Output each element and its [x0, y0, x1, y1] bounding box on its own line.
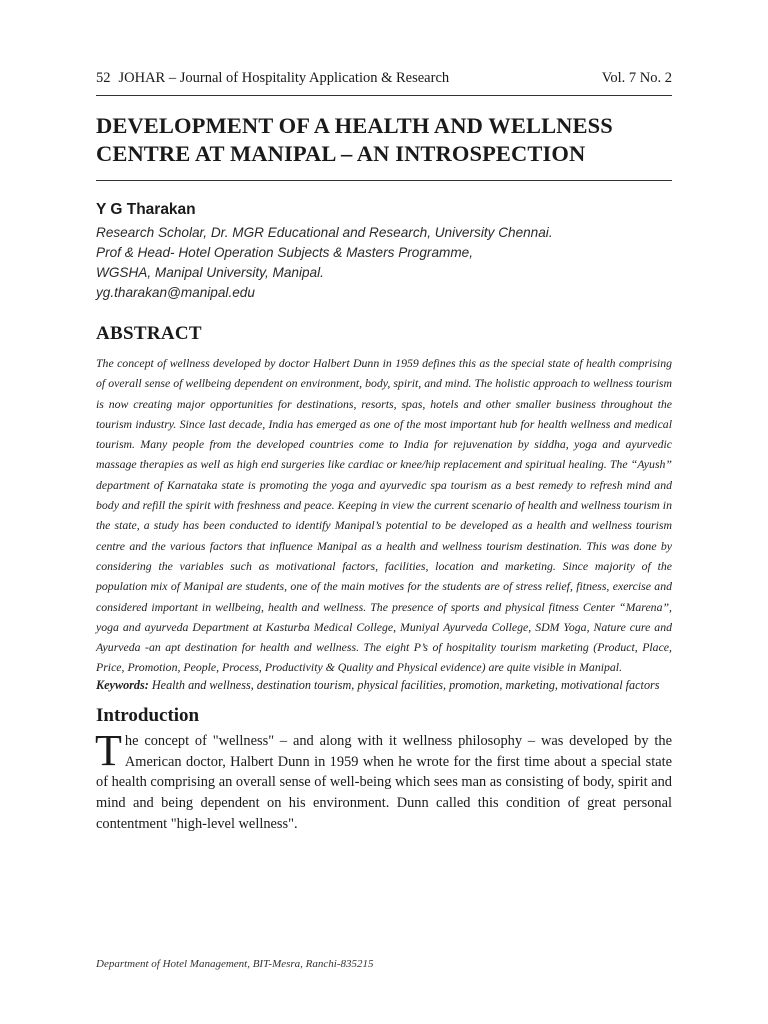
volume-issue: Vol. 7 No. 2: [601, 70, 672, 86]
author-affiliations: [96, 223, 672, 303]
affiliation-line: Prof & Head- Hotel Operation Subjects & Masters Programme,: [96, 245, 474, 260]
page-footer: Department of Hotel Management, BIT-Mesra, Ranchi-835215: [96, 958, 374, 970]
title-divider: [96, 180, 672, 181]
introduction-text: he concept of "wellness" – and along with it wellness philosophy – was developed by the American doctor, Halbert Dunn in 1959 when he wrote for the first time about a special state of health comprising an overall sense of well-being which sees man as consisting of body, spirit and mind and being dependent on his environment. Dunn called this condition of great personal contentment "high-level wellness".: [96, 733, 672, 832]
author-email: yg.tharakan@manipal.edu: [96, 285, 255, 300]
drop-cap: T: [95, 726, 122, 776]
affiliation-line: WGSHA, Manipal University, Manipal.: [96, 265, 324, 280]
journal-name: JOHAR – Journal of Hospitality Application & Research: [118, 70, 450, 86]
author-name: Y G Tharakan: [96, 201, 196, 218]
running-header: [96, 70, 672, 96]
abstract-body: The concept of wellness developed by doctor Halbert Dunn in 1959 defines this as the special state of health comprising of overall sense of wellbeing dependent on environment, body, spirit, and mind. The holistic approach to wellness tourism is now creating major opportunities for destinations, resorts, spas, hotels and other smaller business throughout the tourism industry. Since last decade, India has emerged as one of the most important hub for health wellness and medical tourism. Many people from the developed countries come to India for rejuvenation by siddha, yoga and ayurvedic massage therapies as well as high end surgeries like cardiac or knee/hip replacement and spiritual healing. The “Ayush” department of Karnataka state is promoting the yoga and ayurvedic spa tourism as a best remedy to refresh mind and body and refill the spirit with freshness and peace. Keeping in view the current scenario of health and wellness tourism in the state, a study has been conducted to identify Manipal’s potential to be developed as a health and wellness tourism centre and the various factors that influence Manipal as a health and wellness tourism destination. This was done by considering the variables such as motivational factors, facilities, location and marketing. Since majority of the population mix of Manipal are students, one of the main motives for the students are of stress relief, fitness, exercise and considered important in wellbeing, health and wellness. The presence of sports and physical fitness Center “Marena”, yoga and ayurveda Department at Kasturba Medical College, Muniyal Ayurveda College, SDM Yoga, Nature cure and Ayurveda -an apt destination for health and wellness. The eight P’s of hospitality tourism marketing (Product, Place, Price, Promotion, People, Process, Productivity & Quality and Physical evidence) are quite visible in Manipal.: [96, 356, 672, 675]
page-number: 52: [96, 70, 111, 86]
introduction-heading: Introduction: [96, 705, 200, 727]
keywords-text: Health and wellness, destination tourism, physical facilities, promotion, marketing, motivational factors: [151, 677, 660, 692]
paper-title: DEVELOPMENT OF A HEALTH AND WELLNESS CENTRE AT MANIPAL – AN INTROSPECTION: [96, 113, 613, 166]
paper-page: [96, 70, 672, 834]
introduction-body: [95, 726, 672, 834]
keywords: [96, 678, 672, 694]
affiliation-line: Research Scholar, Dr. MGR Educational and Research, University Chennai.: [96, 225, 553, 240]
abstract-heading: ABSTRACT: [96, 323, 202, 344]
keywords-label: Keywords:: [96, 677, 149, 692]
header-left: [96, 70, 457, 87]
